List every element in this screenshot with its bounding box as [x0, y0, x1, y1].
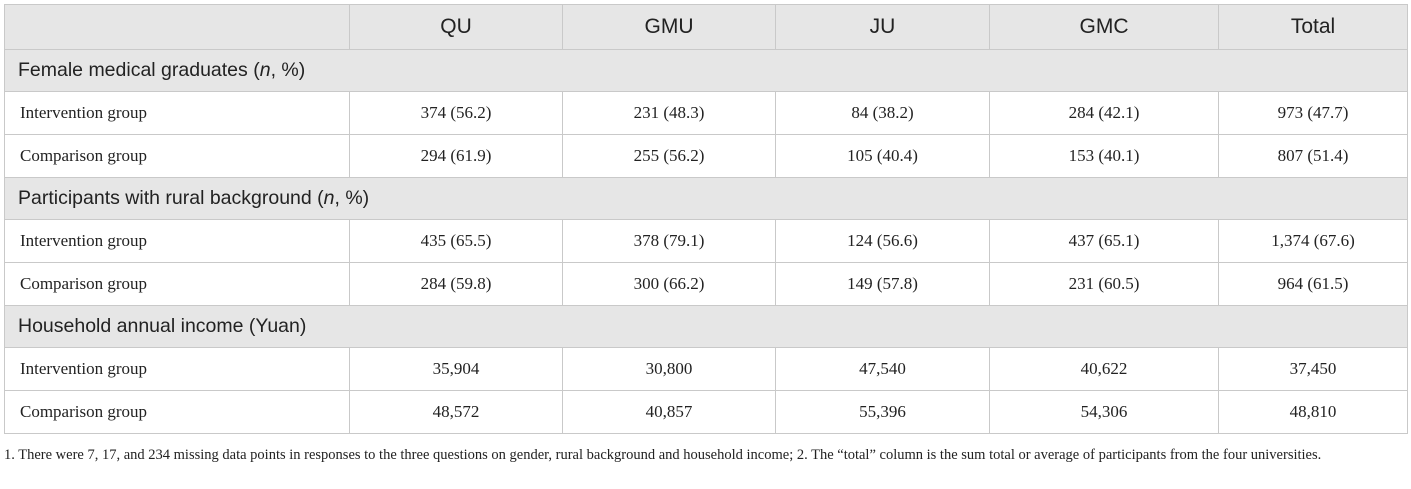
cell-gmu: 255 (56.2) — [563, 135, 776, 178]
row-label: Intervention group — [5, 92, 350, 135]
cell-gmu: 300 (66.2) — [563, 263, 776, 306]
cell-gmc: 284 (42.1) — [990, 92, 1219, 135]
table-row — [5, 220, 1408, 263]
cell-qu: 284 (59.8) — [350, 263, 563, 306]
row-label: Comparison group — [5, 263, 350, 306]
cell-gmu: 30,800 — [563, 348, 776, 391]
section-title-prefix: Household annual income (Yuan) — [18, 315, 307, 337]
section-title-prefix: Female medical graduates ( — [18, 59, 260, 81]
cell-total: 973 (47.7) — [1219, 92, 1408, 135]
cell-gmu: 40,857 — [563, 391, 776, 434]
table-row — [5, 92, 1408, 135]
row-label: Comparison group — [5, 135, 350, 178]
section-title-italic: n — [323, 187, 335, 209]
cell-ju: 47,540 — [776, 348, 990, 391]
cell-total: 1,374 (67.6) — [1219, 220, 1408, 263]
cell-ju: 149 (57.8) — [776, 263, 990, 306]
section-title-suffix: , %) — [334, 187, 370, 209]
table-row — [5, 263, 1408, 306]
header-ju: JU — [776, 5, 990, 50]
cell-gmc: 437 (65.1) — [990, 220, 1219, 263]
row-label: Comparison group — [5, 391, 350, 434]
header-gmc: GMC — [990, 5, 1219, 50]
section-row-rural-background — [5, 178, 1408, 220]
row-label: Intervention group — [5, 348, 350, 391]
cell-qu: 374 (56.2) — [350, 92, 563, 135]
header-blank-cell — [5, 5, 350, 50]
header-gmu: GMU — [563, 5, 776, 50]
section-title-italic: n — [259, 59, 271, 81]
data-table — [4, 4, 1408, 434]
cell-gmc: 153 (40.1) — [990, 135, 1219, 178]
table-footnote: 1. There were 7, 17, and 234 missing data points in responses to the three questions on gender, rural background and household income; 2. The “total” column is the sum total or average of participants from the four universities. — [4, 447, 1322, 463]
section-row-female-graduates — [5, 50, 1408, 92]
cell-gmu: 231 (48.3) — [563, 92, 776, 135]
cell-gmc: 231 (60.5) — [990, 263, 1219, 306]
cell-qu: 294 (61.9) — [350, 135, 563, 178]
cell-total: 37,450 — [1219, 348, 1408, 391]
section-title — [5, 178, 1408, 220]
cell-total: 964 (61.5) — [1219, 263, 1408, 306]
header-row — [5, 5, 1408, 50]
cell-ju: 55,396 — [776, 391, 990, 434]
cell-total: 48,810 — [1219, 391, 1408, 434]
table-row — [5, 348, 1408, 391]
data-table-container — [4, 4, 1407, 434]
cell-total: 807 (51.4) — [1219, 135, 1408, 178]
cell-gmc: 54,306 — [990, 391, 1219, 434]
section-title-prefix: Participants with rural background ( — [18, 187, 324, 209]
section-title — [5, 306, 1408, 348]
header-total: Total — [1219, 5, 1408, 50]
cell-qu: 48,572 — [350, 391, 563, 434]
cell-qu: 435 (65.5) — [350, 220, 563, 263]
section-title — [5, 50, 1408, 92]
cell-ju: 105 (40.4) — [776, 135, 990, 178]
row-label: Intervention group — [5, 220, 350, 263]
header-qu: QU — [350, 5, 563, 50]
section-row-household-income — [5, 306, 1408, 348]
cell-gmu: 378 (79.1) — [563, 220, 776, 263]
table-row — [5, 135, 1408, 178]
cell-gmc: 40,622 — [990, 348, 1219, 391]
cell-qu: 35,904 — [350, 348, 563, 391]
table-row — [5, 391, 1408, 434]
cell-ju: 84 (38.2) — [776, 92, 990, 135]
cell-ju: 124 (56.6) — [776, 220, 990, 263]
section-title-suffix: , %) — [270, 59, 306, 81]
